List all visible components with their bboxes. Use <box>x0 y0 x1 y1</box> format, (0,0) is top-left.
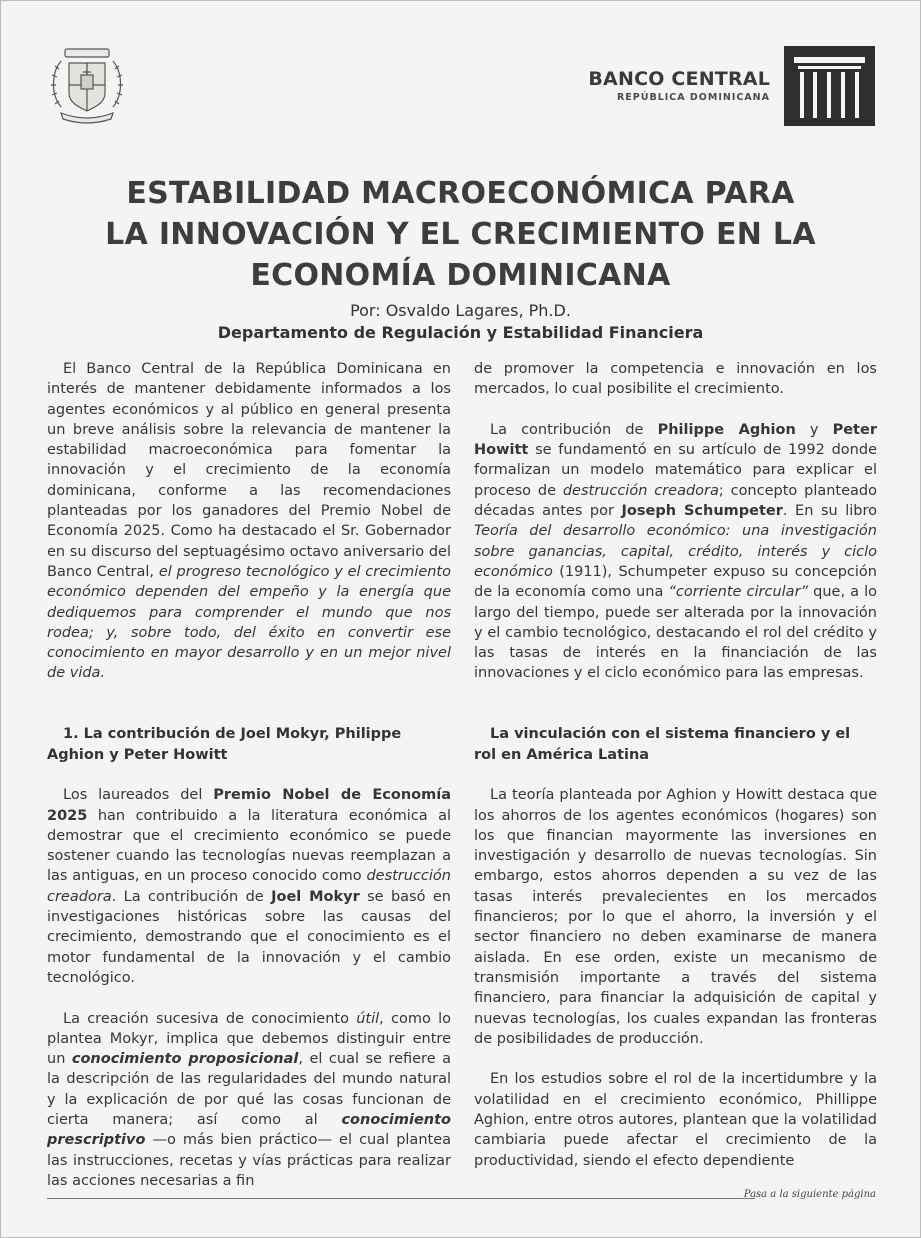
national-seal-icon <box>47 45 127 125</box>
footer-divider <box>47 1198 755 1199</box>
title-line: ECONOMÍA DOMINICANA <box>250 258 671 293</box>
intro-paragraph: El Banco Central de la República Dominicana en interés de mantener debidamente informados a los agentes económicos y al público en general presenta un breve análisis sobre la relevancia de mantener la estabilidad macroeconómica para fomentar la innovación y el crecimiento de la economía dominicana, conforme a las recomendaciones planteadas por los ganadores del Premio Nobel de Economía 2025. Como ha destacado el Sr. Gobernador en su discurso del septuagésimo octavo aniversario del Banco Central, el progreso tecnológico y el crecimiento económico dependen del empeño y la energía que dediquemos para comprender el mundo que nos rodea; y, sobre todo, del éxito en convertir ese conocimiento en mayor desarrollo y en un mejor nivel de vida. <box>47 361 451 682</box>
title-line: LA INNOVACIÓN Y EL CRECIMIENTO EN LA <box>105 217 816 252</box>
columns-logo-icon <box>784 46 875 126</box>
body-paragraph: Los laureados del Premio Nobel de Economía 2025 han contribuido a la literatura económica al demostrar que el crecimiento económico se puede sostener cuando las tecnologías nuevas reemplazan a las antiguas, en un proceso conocido como destrucción creadora. La contribución de Joel Mokyr se basó en investigaciones históricas sobre las causas del crecimiento, demostrando que el conocimiento es el motor fundamental de la innovación y el cambio tecnológico. <box>47 787 451 986</box>
body-paragraph: La teoría planteada por Aghion y Howitt destaca que los ahorros de los agentes económicos (hogares) son los que financian mayormente las inversiones en investigación y desarrollo de nuevas tecnologías. Sin embargo, estos ahorros dependen a su vez de las tasas interés prevalecientes en los mercados financieros; por lo que el ahorro, la inversión y el sector financiero no deben examinarse de manera aislada. En ese orden, existe un mecanismo de transmisión importante a través del sistema financiero, para financiar la adquisición de capital y nuevas tecnologías, los cuales expandan las fronteras de posibilidades de producción. <box>474 787 877 1047</box>
body-paragraph: de promover la competencia e innovación en los mercados, lo cual posibilite el crecimiento. <box>474 361 877 398</box>
bank-name: BANCO CENTRAL <box>588 67 770 90</box>
department-line: Departamento de Regulación y Estabilidad Financiera <box>217 323 704 342</box>
right-column <box>474 359 877 1171</box>
bank-logo <box>588 46 875 126</box>
bank-subtitle: REPÚBLICA DOMINICANA <box>616 92 770 104</box>
section-heading: 1. La contribución de Joel Mokyr, Philippe Aghion y Peter Howitt <box>47 726 402 763</box>
body-paragraph: La contribución de Philippe Aghion y Peter Howitt se fundamentó en su artículo de 1992 donde formalizan un modelo matemático para explicar el proceso de destrucción creadora; concepto planteado décadas antes por Joseph Schumpeter. En su libro Teoría del desarrollo económico: una investigación sobre ganancias, capital, crédito, interés y ciclo económico (1911), Schumpeter expuso su concepción de la economía como una “corriente circular” que, a lo largo del tiempo, puede ser alterada por la innovación y el cambio tecnológico, destacando el rol del crédito y las tasas de interés en la financiación de las innovaciones y el ciclo económico para las empresas. <box>474 421 877 682</box>
body-paragraph: En los estudios sobre el rol de la incertidumbre y la volatilidad en el crecimiento económico, Phillippe Aghion, entre otros autores, plantean que la volatilidad cambiaria puede afectar el crecimiento de la productividad, siendo el efecto dependiente <box>474 1071 877 1169</box>
body-paragraph: La creación sucesiva de conocimiento útil, como lo plantea Mokyr, implica que debemos distinguir entre un conocimiento proposicional, el cual se refiere a la descripción de las regularidades del mundo natural y la explicación de por qué las cosas funcionan de cierta manera; así como al conocimiento prescriptivo —o más bien práctico— el cual plantea las instrucciones, recetas y vías prácticas para realizar las acciones necesarias a fin <box>47 1010 451 1189</box>
left-column <box>47 359 451 1191</box>
article-title <box>61 173 860 296</box>
author-byline: Por: Osvaldo Lagares, Ph.D. <box>350 301 571 320</box>
title-line: ESTABILIDAD MACROECONÓMICA PARA <box>126 176 795 211</box>
section-heading: La vinculación con el sistema financiero y el rol en América Latina <box>474 726 851 763</box>
continue-note: Pasa a la siguiente página <box>743 1189 876 1200</box>
